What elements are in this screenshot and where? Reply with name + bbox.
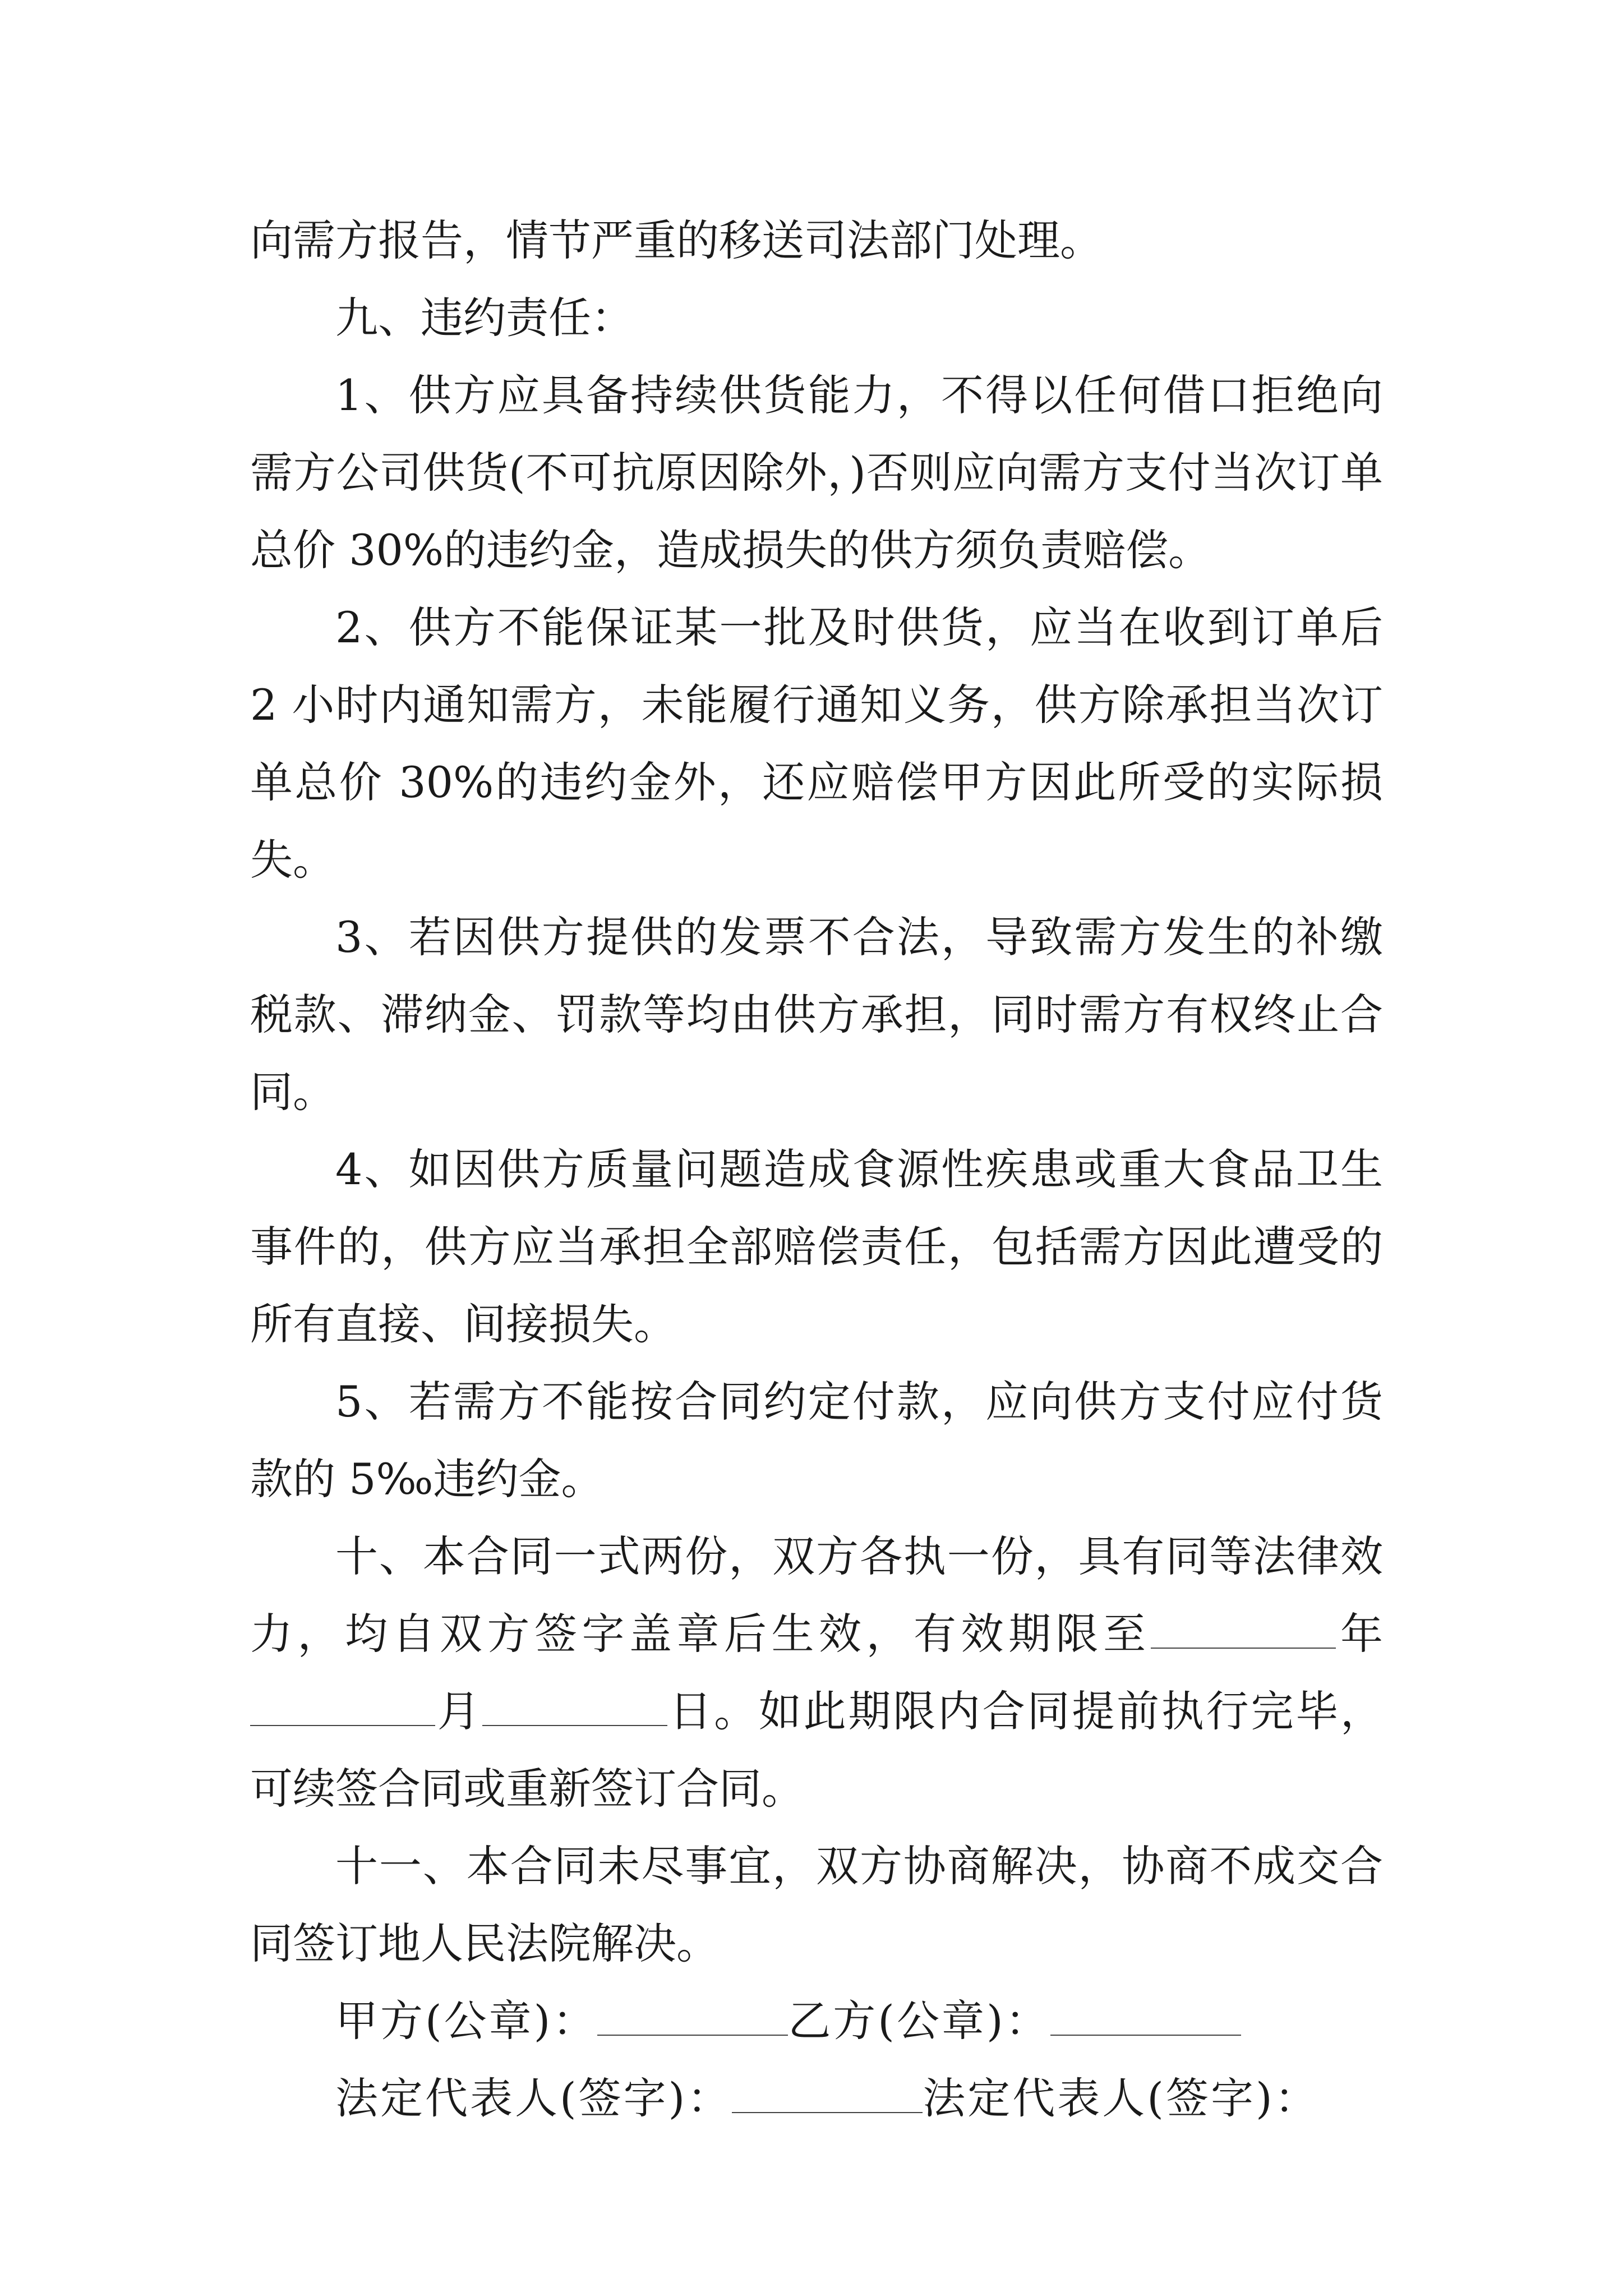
legal-rep-line	[250, 2060, 1383, 2137]
section-heading-breach-liability: 九、违约责任：	[335, 293, 634, 343]
legal-rep-b-label: 法定代表人(签字)：	[923, 2073, 1320, 2123]
clause-5: 5、若需方不能按合同约定付款，应向供方支付应付货款的 5‰违约金。	[250, 1377, 1383, 1504]
clause-2: 2、供方不能保证某一批及时供货，应当在收到订单后 2 小时内通知需方，未能履行通知义务，供方除承担当次订单总价 30%的违约金外，还应赔偿甲方因此所受的实际损失。	[250, 602, 1383, 885]
seal-line	[250, 1982, 1383, 2060]
party-a-seal-blank[interactable]	[597, 2001, 788, 2036]
section-eleven-dispute: 十一、本合同未尽事宜，双方协商解决，协商不成交合同签订地人民法院解决。	[250, 1841, 1383, 1968]
paragraph-report: 向需方报告，情节严重的移送司法部门处理。	[250, 215, 1103, 265]
party-a-seal-label: 甲方(公章)：	[335, 1996, 598, 2046]
party-b-seal-label: 乙方(公章)：	[788, 1996, 1050, 2046]
party-b-seal-blank[interactable]	[1050, 2001, 1241, 2036]
clause-1: 1、供方应具备持续供货能力，不得以任何借口拒绝向需方公司供货(不可抗原因除外，)否则应向需方支付当次订单总价 30%的违约金，造成损失的供方须负责赔偿。	[250, 370, 1383, 575]
year-label: 年	[1335, 1609, 1383, 1659]
month-blank[interactable]	[250, 1691, 435, 1726]
validity-text-part1: 十、本合同一式两份，双方各执一份，具有同等法律效力，均自双方签字盖章后生效，有效期限至	[250, 1531, 1383, 1659]
clause-3: 3、若因供方提供的发票不合法，导致需方发生的补缴税款、滞纳金、罚款等均由供方承担，同时需方有权终止合同。	[250, 912, 1383, 1117]
legal-rep-a-label: 法定代表人(签字)：	[335, 2073, 732, 2123]
clause-4: 4、如因供方质量问题造成食源性疾患或重大食品卫生事件的，供方应当承担全部赔偿责任，包括需方因此遭受的所有直接、间接损失。	[250, 1144, 1383, 1349]
legal-rep-a-blank[interactable]	[732, 2078, 923, 2113]
year-blank[interactable]	[1151, 1614, 1336, 1649]
validity-text-part2: 日。如此期限内合同提前执行完毕，可续签合同或重新签订合同。	[250, 1686, 1384, 1814]
day-blank[interactable]	[482, 1691, 667, 1726]
contract-body	[250, 202, 1383, 2137]
section-ten-validity	[250, 1518, 1383, 1828]
month-label: 月	[435, 1686, 482, 1736]
